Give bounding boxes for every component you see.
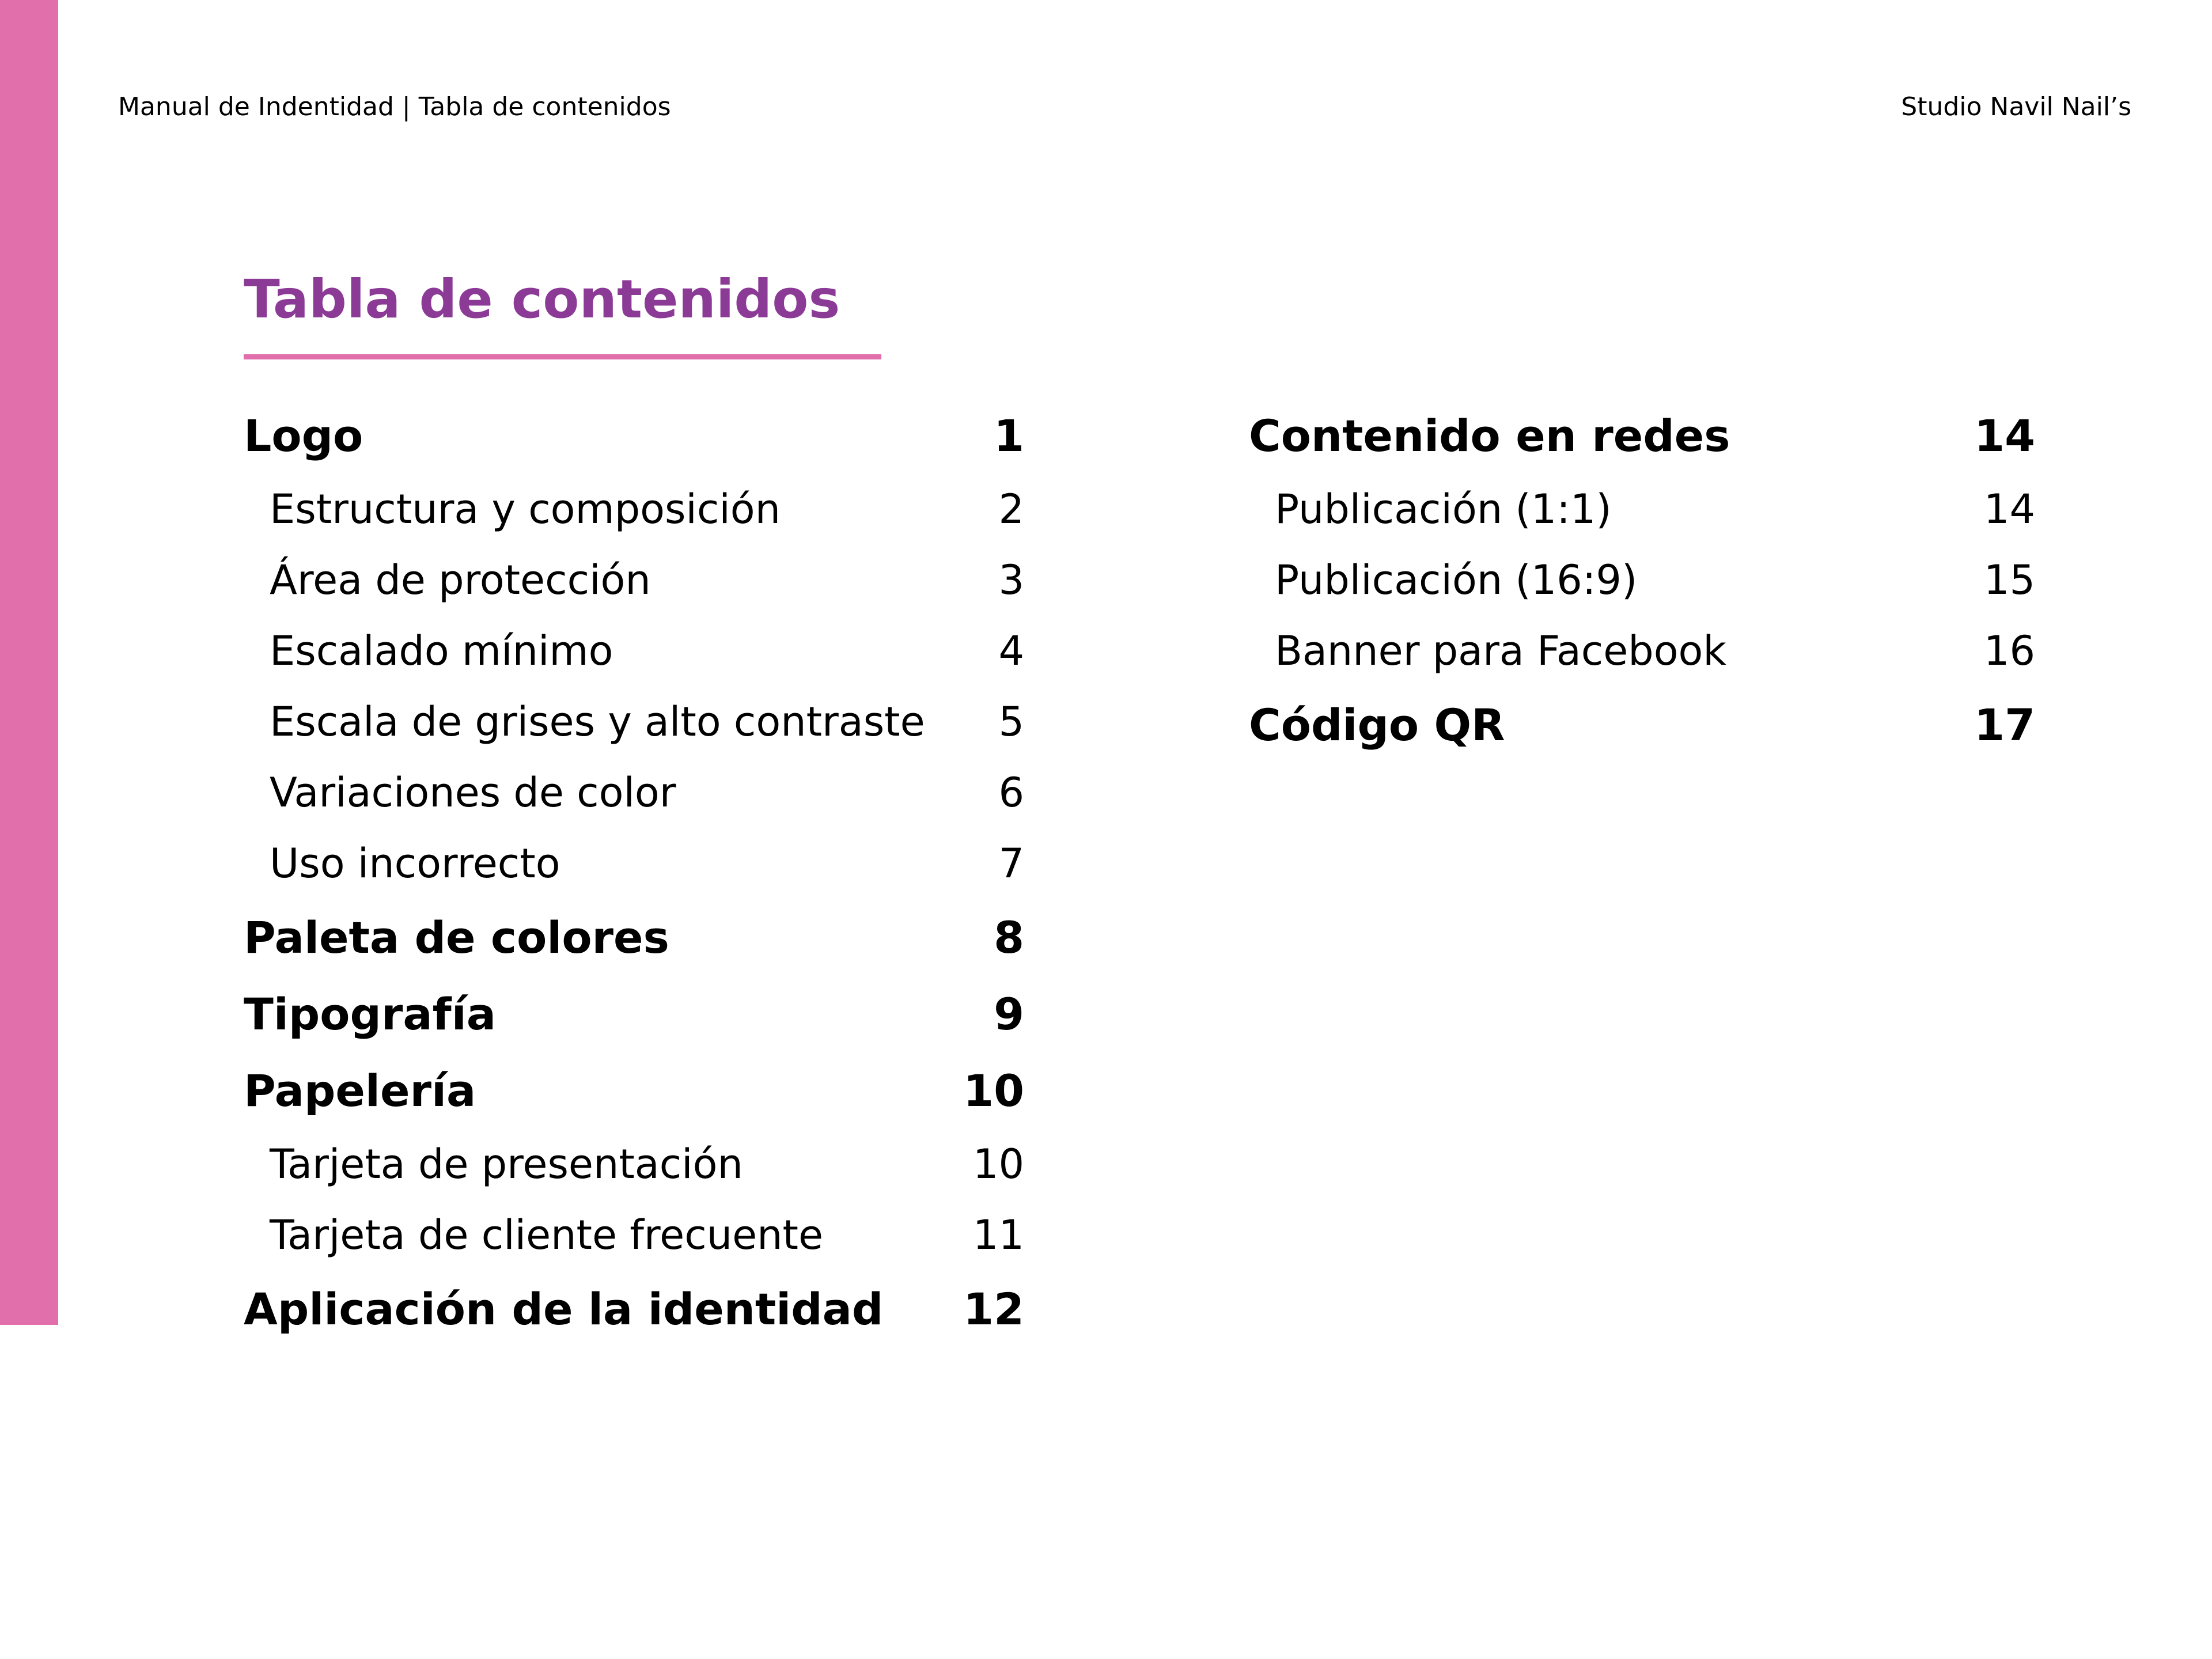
toc-entry-label: Variaciones de color [270, 769, 676, 816]
toc-entry-label: Estructura y composición [270, 486, 781, 533]
toc-entry-label: Tipografía [244, 988, 497, 1040]
toc-entry-estructura-composicion[interactable] [244, 474, 1024, 545]
toc-entry-page: 16 [1983, 627, 2035, 675]
toc-entry-label: Papelería [244, 1065, 476, 1116]
toc-entry-page: 6 [998, 769, 1024, 816]
page-title: Tabla de contenidos [244, 268, 840, 330]
toc-entry-variaciones-color[interactable] [244, 757, 1024, 828]
toc-entry-page: 10 [972, 1141, 1024, 1188]
toc-entry-escalado-minimo[interactable] [244, 616, 1024, 687]
toc-entry-label: Banner para Facebook [1275, 627, 1726, 675]
toc-entry-label: Área de protección [270, 556, 651, 604]
toc-entry-paleta-colores[interactable] [244, 899, 1024, 976]
toc-entry-page: 14 [1983, 486, 2035, 533]
title-underline [244, 354, 881, 359]
toc-entry-label: Tarjeta de cliente frecuente [270, 1211, 824, 1259]
toc-entry-page: 8 [994, 912, 1024, 963]
toc-entry-banner-facebook[interactable] [1249, 616, 2035, 687]
toc-entry-page: 10 [963, 1065, 1024, 1116]
toc-column-right [1249, 397, 2035, 763]
toc-entry-label: Uso incorrecto [270, 840, 560, 887]
toc-entry-uso-incorrecto[interactable] [244, 828, 1024, 899]
toc-entry-label: Escalado mínimo [270, 627, 613, 675]
toc-entry-page: 7 [998, 840, 1024, 887]
toc-entry-aplicacion-identidad[interactable] [244, 1271, 1024, 1347]
toc-entry-page: 2 [998, 486, 1024, 533]
toc-entry-label: Aplicación de la identidad [244, 1283, 884, 1335]
toc-entry-page: 12 [963, 1283, 1024, 1335]
toc-entry-page: 1 [994, 410, 1024, 461]
side-accent-bar [0, 0, 58, 1325]
toc-entry-page: 4 [998, 627, 1024, 675]
toc-entry-escala-grises[interactable] [244, 687, 1024, 757]
toc-entry-page: 3 [998, 556, 1024, 604]
toc-entry-papeleria[interactable] [244, 1052, 1024, 1129]
toc-entry-label: Tarjeta de presentación [270, 1141, 743, 1188]
toc-entry-label: Contenido en redes [1249, 410, 1730, 461]
toc-entry-label: Publicación (1:1) [1275, 486, 1612, 533]
toc-entry-label: Escala de grises y alto contraste [270, 698, 925, 745]
header-brand-name: Studio Navil Nail’s [1901, 92, 2131, 122]
toc-entry-logo[interactable] [244, 397, 1024, 474]
header-document-title: Manual de Indentidad | Tabla de contenidos [118, 92, 671, 122]
toc-entry-page: 5 [998, 698, 1024, 745]
toc-entry-contenido-redes[interactable] [1249, 397, 2035, 474]
toc-entry-page: 15 [1983, 556, 2035, 604]
toc-entry-publicacion-1-1[interactable] [1249, 474, 2035, 545]
toc-entry-area-proteccion[interactable] [244, 545, 1024, 616]
toc-entry-label: Publicación (16:9) [1275, 556, 1638, 604]
toc-entry-page: 9 [994, 988, 1024, 1040]
toc-entry-label: Paleta de colores [244, 912, 669, 963]
toc-entry-page: 14 [1974, 410, 2035, 461]
toc-entry-page: 17 [1974, 699, 2035, 751]
toc-entry-publicacion-16-9[interactable] [1249, 545, 2035, 616]
toc-column-left [244, 397, 1024, 1347]
toc-entry-tipografia[interactable] [244, 976, 1024, 1052]
toc-entry-tarjeta-presentacion[interactable] [244, 1129, 1024, 1200]
toc-entry-codigo-qr[interactable] [1249, 687, 2035, 763]
toc-entry-label: Logo [244, 410, 363, 461]
toc-entry-tarjeta-cliente[interactable] [244, 1200, 1024, 1271]
toc-entry-label: Código QR [1249, 699, 1505, 751]
toc-entry-page: 11 [972, 1211, 1024, 1259]
